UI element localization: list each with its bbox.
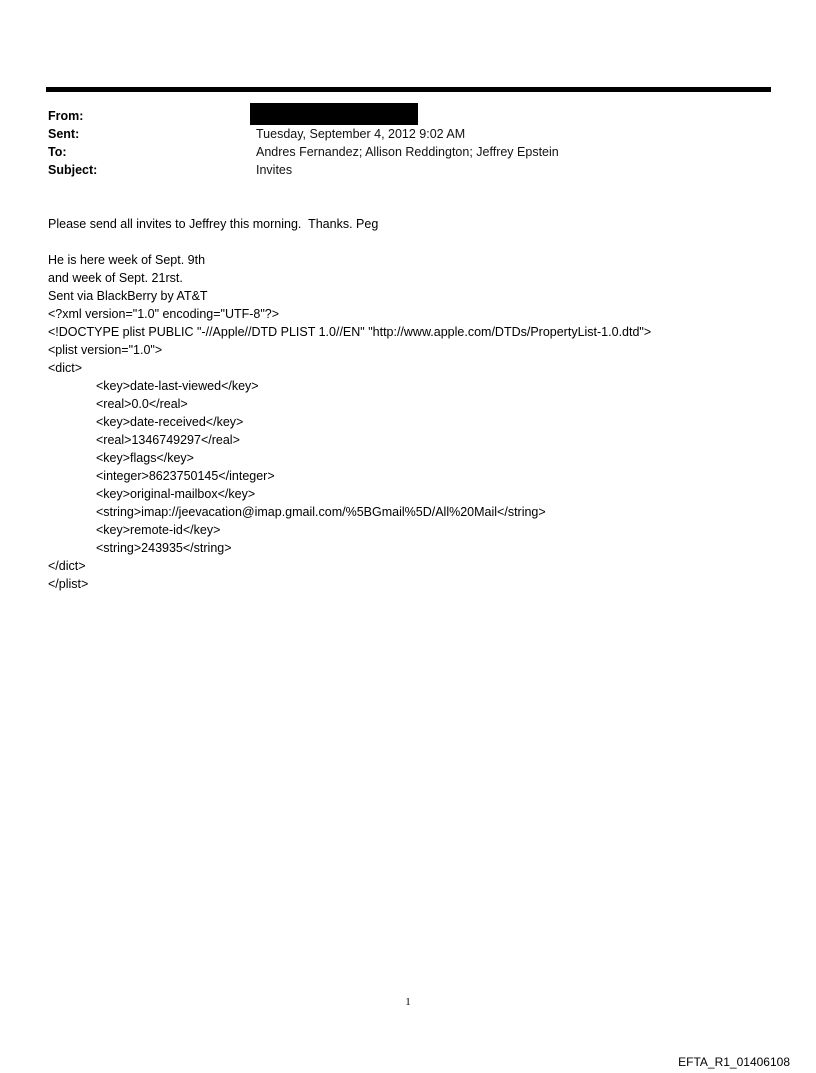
dict-line: <real>0.0</real> — [96, 397, 188, 411]
doctype-line: <!DOCTYPE plist PUBLIC "-//Apple//DTD PLIST 1.0//EN" "http://www.apple.com/DTDs/PropertyList-1.0.dtd"> — [48, 325, 652, 339]
sent-label: Sent: — [48, 127, 80, 141]
body-line: and week of Sept. 21rst. — [48, 271, 183, 285]
header-rule — [46, 87, 771, 92]
dict-line: <real>1346749297</real> — [96, 433, 240, 447]
dict-line: <key>remote-id</key> — [96, 523, 221, 537]
dict-line: <key>original-mailbox</key> — [96, 487, 256, 501]
body-line: Sent via BlackBerry by AT&T — [48, 289, 208, 303]
subject-value: Invites — [256, 163, 293, 177]
plist-close-line: </plist> — [48, 577, 89, 591]
plist-open-line: <plist version="1.0"> — [48, 343, 163, 357]
bates-number: EFTA_R1_01406108 — [678, 1055, 790, 1069]
xml-declaration-line: <?xml version="1.0" encoding="UTF-8"?> — [48, 307, 280, 321]
dict-line: <string>imap://jeevacation@imap.gmail.com/%5BGmail%5D/All%20Mail</string> — [96, 505, 546, 519]
subject-label: Subject: — [48, 163, 98, 177]
from-label: From: — [48, 109, 84, 123]
paragraph-gap — [48, 233, 778, 251]
to-value: Andres Fernandez; Allison Reddington; Jeffrey Epstein — [256, 145, 559, 159]
dict-line: <integer>8623750145</integer> — [96, 469, 275, 483]
dict-close-line: </dict> — [48, 559, 86, 573]
dict-line: <string>243935</string> — [96, 541, 232, 555]
dict-line: <key>flags</key> — [96, 451, 194, 465]
to-label: To: — [48, 145, 67, 159]
message-line: Please send all invites to Jeffrey this morning. Thanks. Peg — [48, 217, 379, 231]
dict-line: <key>date-last-viewed</key> — [96, 379, 259, 393]
page-number: 1 — [405, 996, 411, 1008]
sent-value: Tuesday, September 4, 2012 9:02 AM — [256, 127, 466, 141]
email-body — [48, 215, 778, 593]
body-line: He is here week of Sept. 9th — [48, 253, 206, 267]
redaction-box — [250, 103, 418, 125]
dict-line: <key>date-received</key> — [96, 415, 244, 429]
dict-open-line: <dict> — [48, 361, 83, 375]
